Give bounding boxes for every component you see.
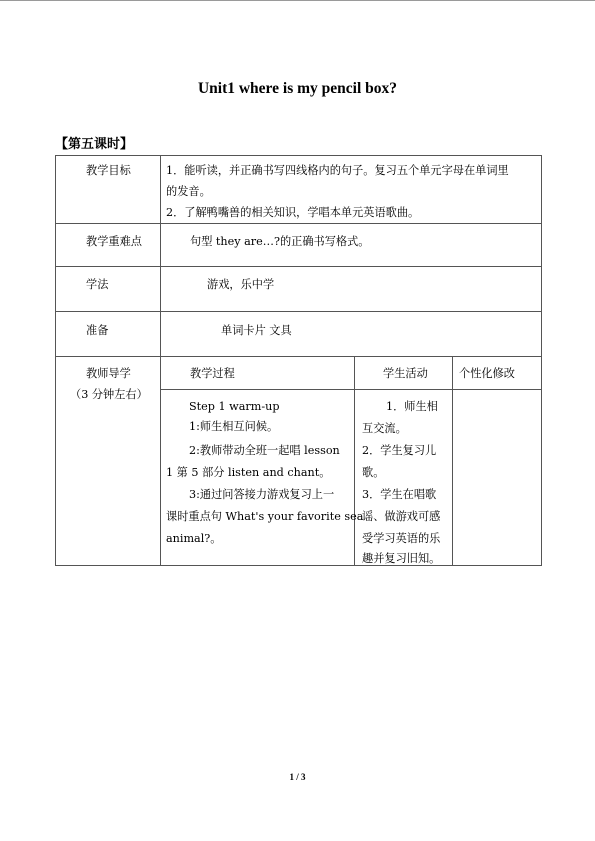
row-label-objectives: 教学目标 [86, 164, 131, 177]
student-activity-line: 趣并复习旧知。 [362, 552, 441, 565]
student-activity-line: 受学习英语的乐 [362, 532, 441, 545]
objectives-line: 1．能听读，并正确书写四线格内的句子。复习五个单元字母在单词里 [166, 164, 509, 177]
document-title: Unit1 where is my pencil box? [197, 80, 398, 97]
table-border [55, 155, 56, 566]
student-activity-line: 3．学生在唱歌 [362, 488, 437, 501]
table-border [541, 155, 542, 566]
student-activity-line: 2．学生复习儿 [362, 444, 437, 457]
table-border [452, 356, 453, 566]
table-border [55, 223, 542, 224]
objectives-line: 的发音。 [166, 185, 211, 198]
process-line: 1:师生相互问候。 [189, 420, 279, 433]
lesson-label: 【第五课时】 [55, 137, 134, 152]
process-line: 2:教师带动全班一起唱 lesson [189, 444, 340, 457]
process-line: animal?。 [166, 532, 222, 545]
page-top-rule [0, 0, 595, 1]
student-activity-line: 谣、做游戏可感 [362, 510, 441, 523]
header-personal-edit: 个性化修改 [459, 367, 515, 380]
objectives-line: 2．了解鸭嘴兽的相关知识，学唱本单元英语歌曲。 [166, 206, 420, 219]
process-line: 课时重点句 What's your favorite sea [166, 510, 364, 523]
header-teaching-process: 教学过程 [190, 367, 235, 380]
table-border [160, 155, 161, 566]
method-content: 游戏，乐中学 [207, 278, 275, 291]
row-label-teacher-guide: 教师导学 [86, 367, 131, 380]
student-activity-line: 歌。 [362, 466, 385, 479]
student-activity-line: 互交流。 [362, 422, 407, 435]
table-border [160, 389, 542, 390]
key-points-content: 句型 they are…?的正确书写格式。 [190, 235, 370, 248]
row-label-method: 学法 [86, 278, 109, 291]
process-line: 1 第 5 部分 listen and chant。 [166, 466, 331, 479]
table-border [354, 356, 355, 566]
teacher-guide-time: （3 分钟左右） [70, 388, 148, 401]
table-border [55, 311, 542, 312]
preparation-content: 单词卡片 文具 [221, 324, 292, 337]
table-border [55, 266, 542, 267]
process-line: Step 1 warm-up [189, 400, 280, 413]
header-student-activity: 学生活动 [383, 367, 428, 380]
row-label-preparation: 准备 [86, 324, 109, 337]
row-label-key-points: 教学重难点 [86, 235, 142, 248]
table-border [55, 356, 542, 357]
table-border [55, 565, 542, 566]
table-border [55, 155, 542, 156]
student-activity-line: 1．师生相 [386, 400, 438, 413]
process-line: 3:通过问答接力游戏复习上一 [189, 488, 335, 501]
page-number: 1 / 3 [289, 772, 306, 782]
